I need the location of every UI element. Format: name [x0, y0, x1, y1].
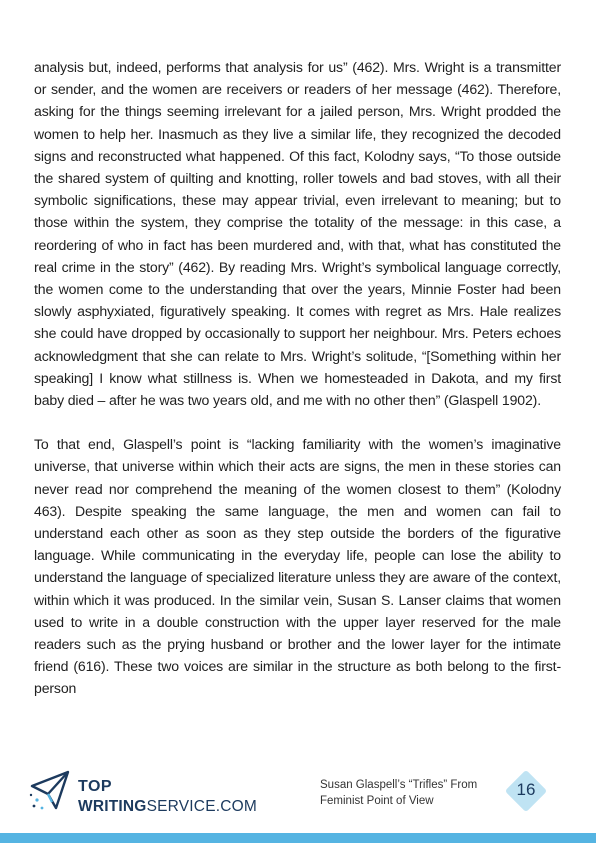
running-title-line-1: Susan Glaspell’s “Trifles” From [320, 779, 478, 791]
running-title [320, 777, 500, 809]
paragraph-2: To that end, Glaspell’s point is “lacking familiarity with the women’s imaginative universe, that universe within which their acts are signs, the men in these stories can never read nor comprehend the meaning of the women closest to them” (Kolodny 463). Despite speaking the same language, the men and women can fail to understand each other as soon as they step outside the borders of the figurative language. While communicating in the everyday life, people can lose the ability to understand the language of specialized literature unless they are aware of the context, within which it was produced. In the similar vein, Susan S. Lanser claims that women used to write in a double construction with the upper layer reserved for the male readers such as the prying husband or brother and the lower layer for the intimate friend (616). These two voices are similar in the structure as both belong to the first-person [34, 436, 561, 697]
paragraph-1: analysis but, indeed, performs that analysis for us” (462). Mrs. Wright is a transmitter or sender, and the women are receivers or readers of her message (462). Therefore, asking for the things seeming irrelevant for a jailed person, Mrs. Wright prodded the women to help her. Inasmuch as they live a similar life, they recognized the decoded signs and reconstructed what happened. Of this fact, Kolodny says, “To those outside the shared system of quilting and knotting, roller towels and bad stoves, with all their symbolic significations, these may appear trivial, even irrelevant to meaning; but to those within the system, they comprise the totality of the message: in this case, a reordering of who in fact has been murdered and, with that, what has constituted the real crime in the story” (462). By reading Mrs. Wright’s symbolical language correctly, the women come to the understanding that over the years, Minnie Foster had been slowly asphyxiated, figuratively speaking. It comes with regret as Mrs. Hale realizes she could have dropped by occasionally to support her neighbour. Mrs. Peters echoes acknowledgment that she can relate to Mrs. Wright’s solitude, “[Something within her speaking] I know what stillness is. When we homesteaded in Dakota, and my first baby died – after he was two years old, and me with no other then” (Glaspell 1902). [34, 59, 561, 409]
page-footer [0, 760, 596, 843]
logo-text-top: TOP [78, 778, 113, 795]
logo-text-rest: SERVICE.COM [146, 798, 257, 815]
paper-plane-icon [28, 768, 72, 812]
document-body [34, 56, 561, 700]
brand-logo[interactable] [28, 768, 258, 824]
page-number: 16 [516, 780, 536, 799]
page-number-badge [506, 771, 546, 811]
running-title-line-2: Feminist Point of View [320, 795, 434, 807]
bottom-accent-bar [0, 833, 596, 843]
logo-text-bold: WRITING [78, 798, 147, 815]
logo-text-bottom [78, 798, 257, 816]
